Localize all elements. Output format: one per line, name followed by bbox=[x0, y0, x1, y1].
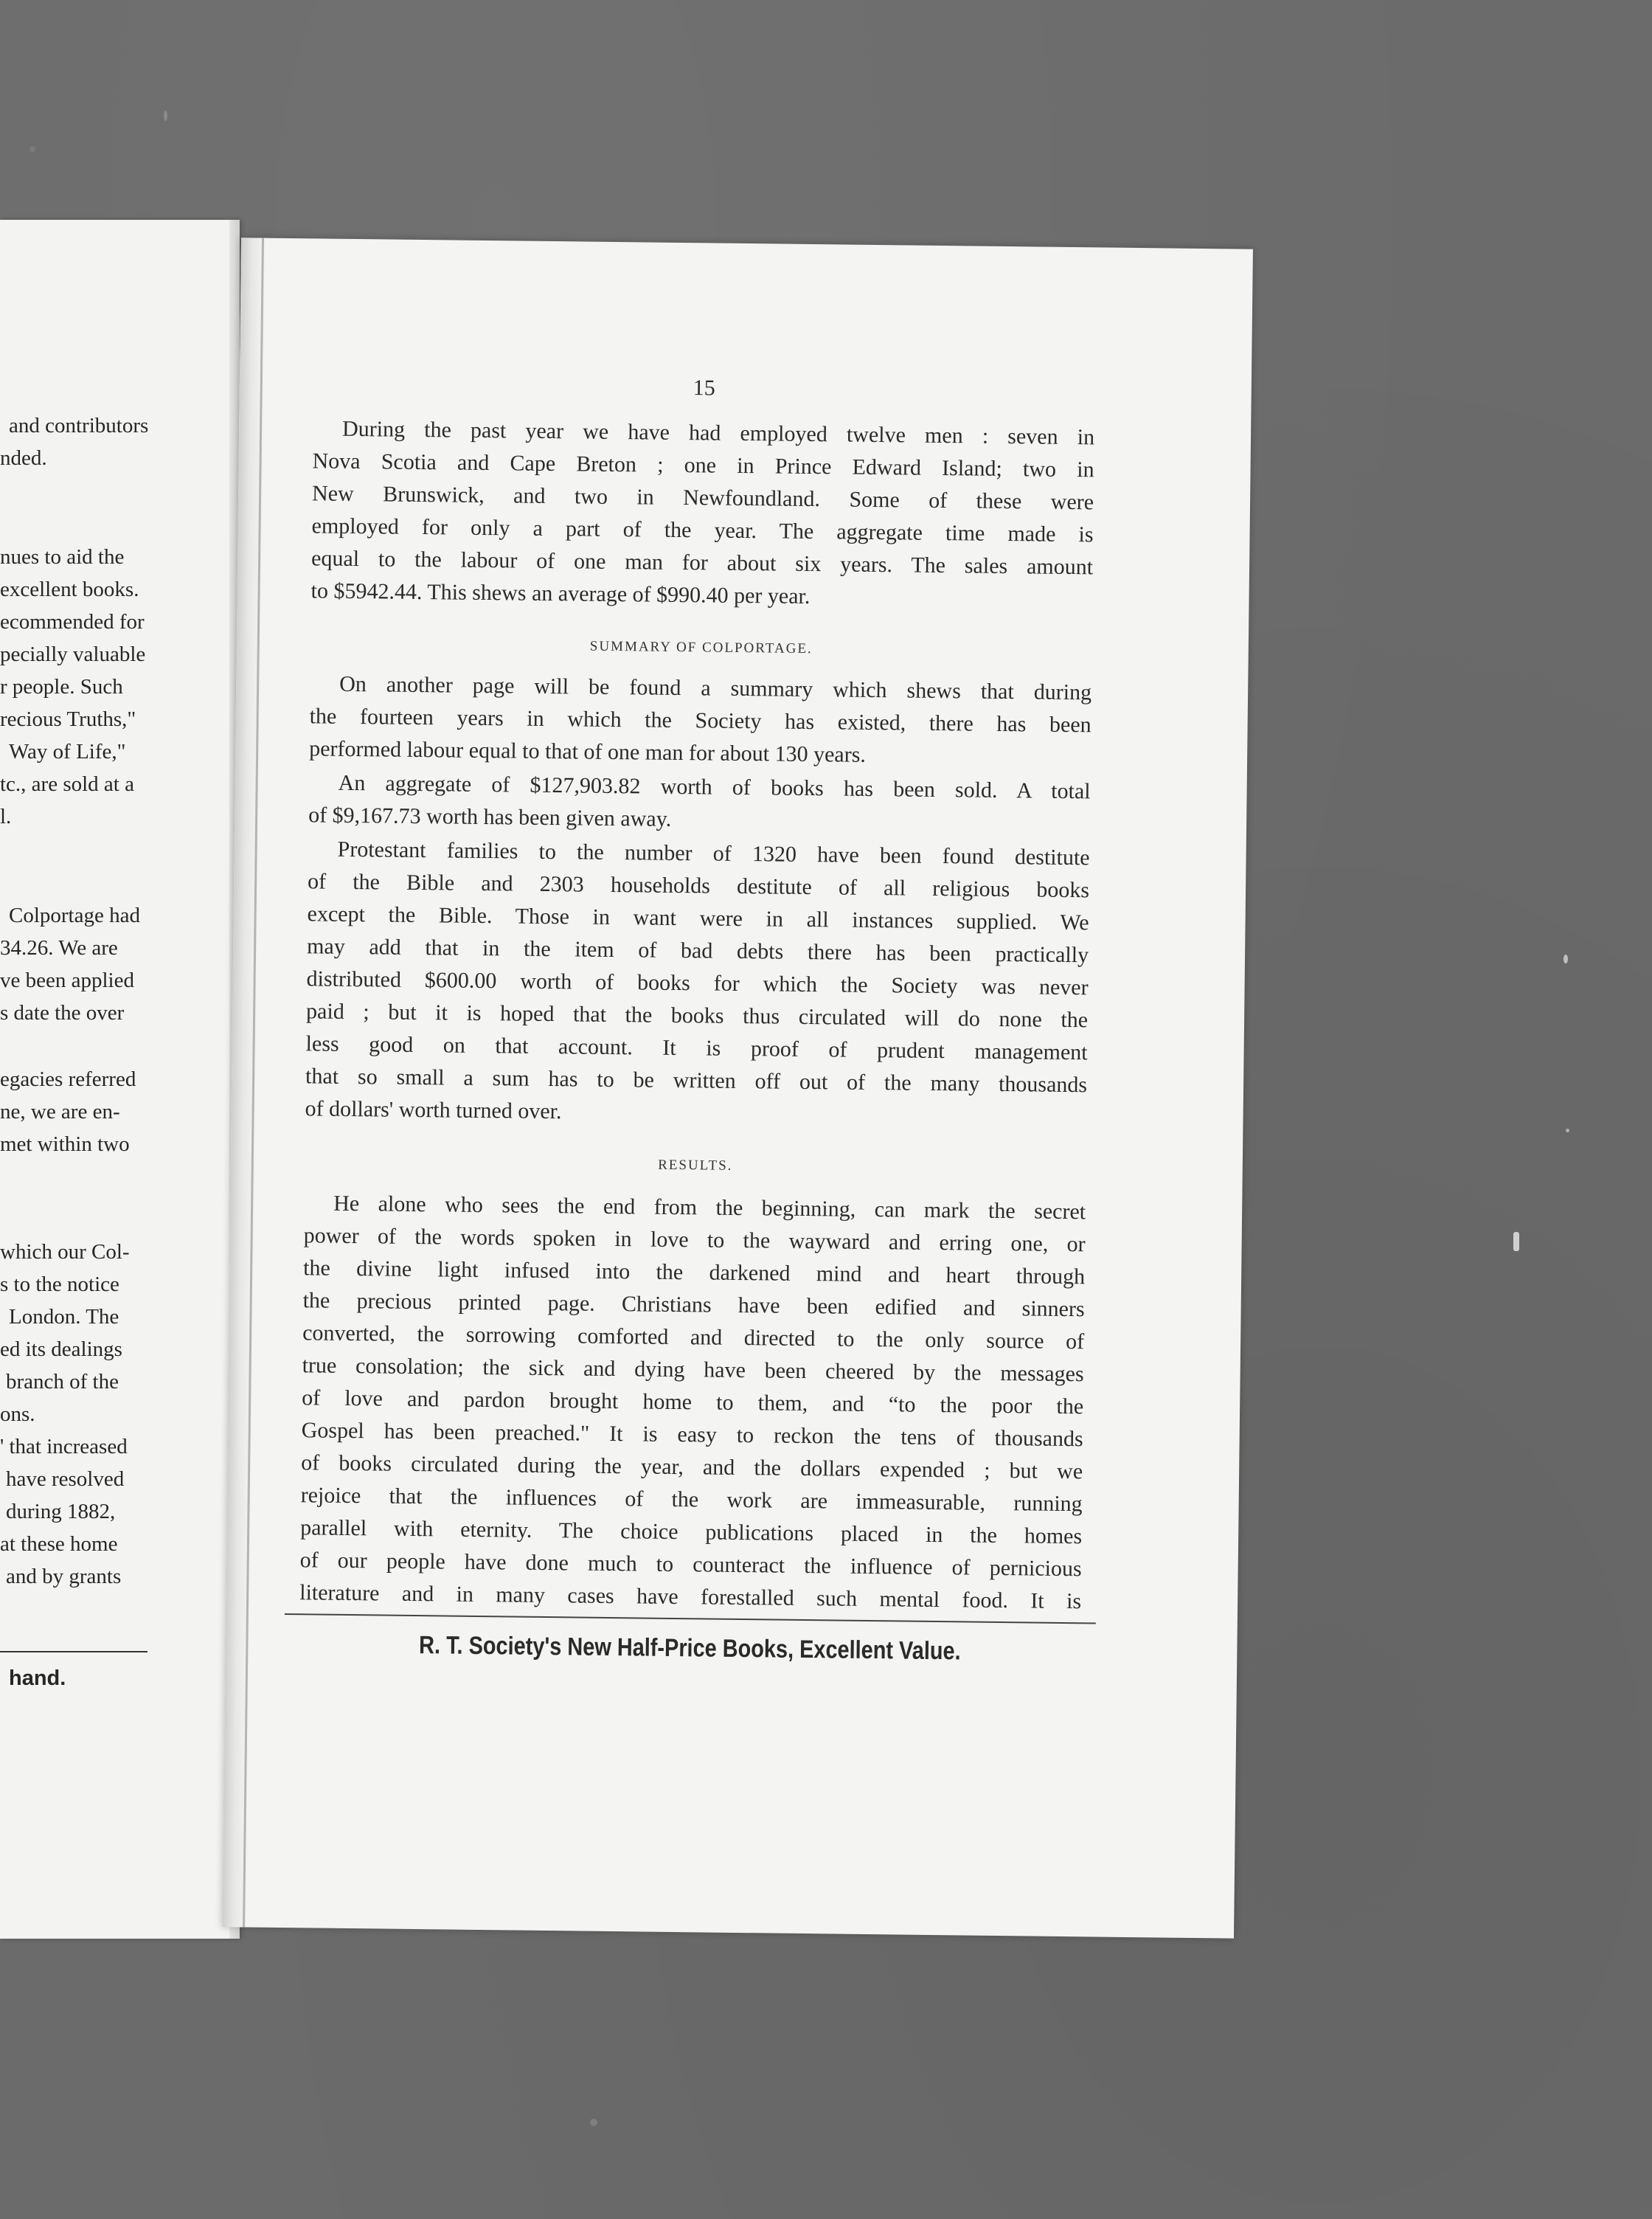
left-line: tc., are sold at a bbox=[0, 772, 134, 796]
text-line: He alone who sees the end from the beginning, can mark the secret bbox=[333, 1191, 1086, 1225]
left-page-fragment bbox=[0, 220, 240, 1939]
text-line: Gospel has been preached." It is easy to reckon the tens of thousands bbox=[301, 1418, 1083, 1452]
left-line: and by grants bbox=[6, 1565, 122, 1588]
left-footer-rule bbox=[0, 1651, 148, 1652]
left-line: Colportage had bbox=[9, 904, 140, 927]
text-line: distributed $600.00 worth of books for which the Society was never bbox=[306, 966, 1089, 1000]
left-line: r people. Such bbox=[0, 675, 123, 699]
left-line: recious Truths," bbox=[0, 707, 136, 731]
left-line: ons. bbox=[0, 1402, 35, 1426]
page-number: 15 bbox=[693, 375, 715, 401]
left-line: excellent books. bbox=[0, 578, 139, 601]
text-line: to $5942.44. This shews an average of $990.40 per year. bbox=[310, 578, 811, 609]
text-line: true consolation; the sick and dying have been cheered by the messages bbox=[302, 1353, 1084, 1387]
left-line: met within two bbox=[0, 1132, 130, 1156]
text-line: except the Bible. Those in want were in all instances supplied. We bbox=[307, 901, 1089, 935]
text-line: New Brunswick, and two in Newfoundland. Some of these were bbox=[311, 481, 1094, 515]
left-line: have resolved bbox=[6, 1467, 125, 1491]
left-line: nded. bbox=[0, 446, 47, 470]
left-line: ' that increased bbox=[0, 1435, 128, 1458]
left-line: s to the notice bbox=[0, 1273, 119, 1296]
text-line: of dollars' worth turned over. bbox=[305, 1096, 562, 1124]
text-line: On another page will be found a summary which shews that during bbox=[339, 671, 1092, 705]
text-line: Nova Scotia and Cape Breton ; one in Prince Edward Island; two in bbox=[312, 449, 1094, 482]
left-line: London. The bbox=[9, 1305, 119, 1329]
left-footer-word: hand. bbox=[9, 1666, 66, 1690]
text-line: employed for only a part of the year. The aggregate time made is bbox=[311, 513, 1094, 547]
text-line: literature and in many cases have forestalled such mental food. It is bbox=[299, 1580, 1082, 1614]
text-line: that so small a sum has to be written off out of the many thousands bbox=[305, 1064, 1088, 1098]
text-line: parallel with eternity. The choice publications placed in the homes bbox=[300, 1515, 1083, 1549]
text-line: the precious printed page. Christians have been edified and sinners bbox=[302, 1288, 1085, 1322]
text-line: converted, the sorrowing comforted and directed to the only source of bbox=[302, 1320, 1085, 1354]
text-line: power of the words spoken in love to the wayward and erring one, or bbox=[303, 1223, 1086, 1257]
left-line: l. bbox=[0, 805, 12, 828]
left-line: ecommended for bbox=[0, 610, 145, 634]
text-line: of the Bible and 2303 households destitute of all religious books bbox=[307, 869, 1090, 903]
left-line: branch of the bbox=[6, 1370, 119, 1394]
footer-rule bbox=[285, 1613, 1096, 1624]
left-line: ed its dealings bbox=[0, 1337, 122, 1361]
text-line: An aggregate of $127,903.82 worth of books has been sold. A total bbox=[338, 770, 1091, 804]
left-line: ne, we are en- bbox=[0, 1100, 120, 1124]
text-line: During the past year we have had employed twelve men : seven in bbox=[341, 416, 1095, 450]
text-line: less good on that account. It is proof of prudent management bbox=[305, 1031, 1088, 1065]
left-line: Way of Life," bbox=[9, 740, 126, 764]
left-line: egacies referred bbox=[0, 1067, 136, 1091]
left-line: during 1882, bbox=[6, 1500, 116, 1523]
section-heading-summary: SUMMARY OF COLPORTAGE. bbox=[589, 638, 813, 657]
section-heading-results: RESULTS. bbox=[658, 1157, 733, 1174]
text-line: of $9,167.73 worth has been given away. bbox=[308, 803, 672, 831]
text-line: Protestant families to the number of 1320 have been found destitute bbox=[337, 837, 1090, 870]
text-line: paid ; but it is hoped that the books thus circulated will do none the bbox=[305, 999, 1089, 1033]
text-line: equal to the labour of one man for about six years. The sales amount bbox=[310, 546, 1094, 580]
left-line: 34.26. We are bbox=[0, 936, 118, 960]
text-line: of our people have done much to counteract the influence of pernicious bbox=[299, 1548, 1082, 1582]
left-line: pecially valuable bbox=[0, 643, 146, 666]
left-line: at these home bbox=[0, 1532, 118, 1556]
left-line: and contributors bbox=[9, 414, 149, 437]
text-line: the fourteen years in which the Society has existed, there has been bbox=[309, 704, 1092, 738]
left-line: nues to aid the bbox=[0, 545, 125, 569]
left-line: which our Col- bbox=[0, 1240, 130, 1264]
left-line: ve been applied bbox=[0, 969, 134, 992]
text-line: of love and pardon brought home to them, and “to the poor the bbox=[302, 1385, 1084, 1419]
text-line: rejoice that the influences of the work are immeasurable, running bbox=[300, 1483, 1083, 1517]
main-page bbox=[222, 238, 1253, 1938]
page-footer-advert: R. T. Society's New Half-Price Books, Excellent Value. bbox=[418, 1631, 961, 1666]
text-line: the divine light infused into the darkened mind and heart through bbox=[303, 1256, 1086, 1289]
left-line: s date the over bbox=[0, 1001, 125, 1025]
text-line: may add that in the item of bad debts there has been practically bbox=[306, 934, 1089, 968]
text-line: of books circulated during the year, and the dollars expended ; but we bbox=[301, 1450, 1083, 1484]
text-line: performed labour equal to that of one man for about 130 years. bbox=[309, 736, 867, 767]
